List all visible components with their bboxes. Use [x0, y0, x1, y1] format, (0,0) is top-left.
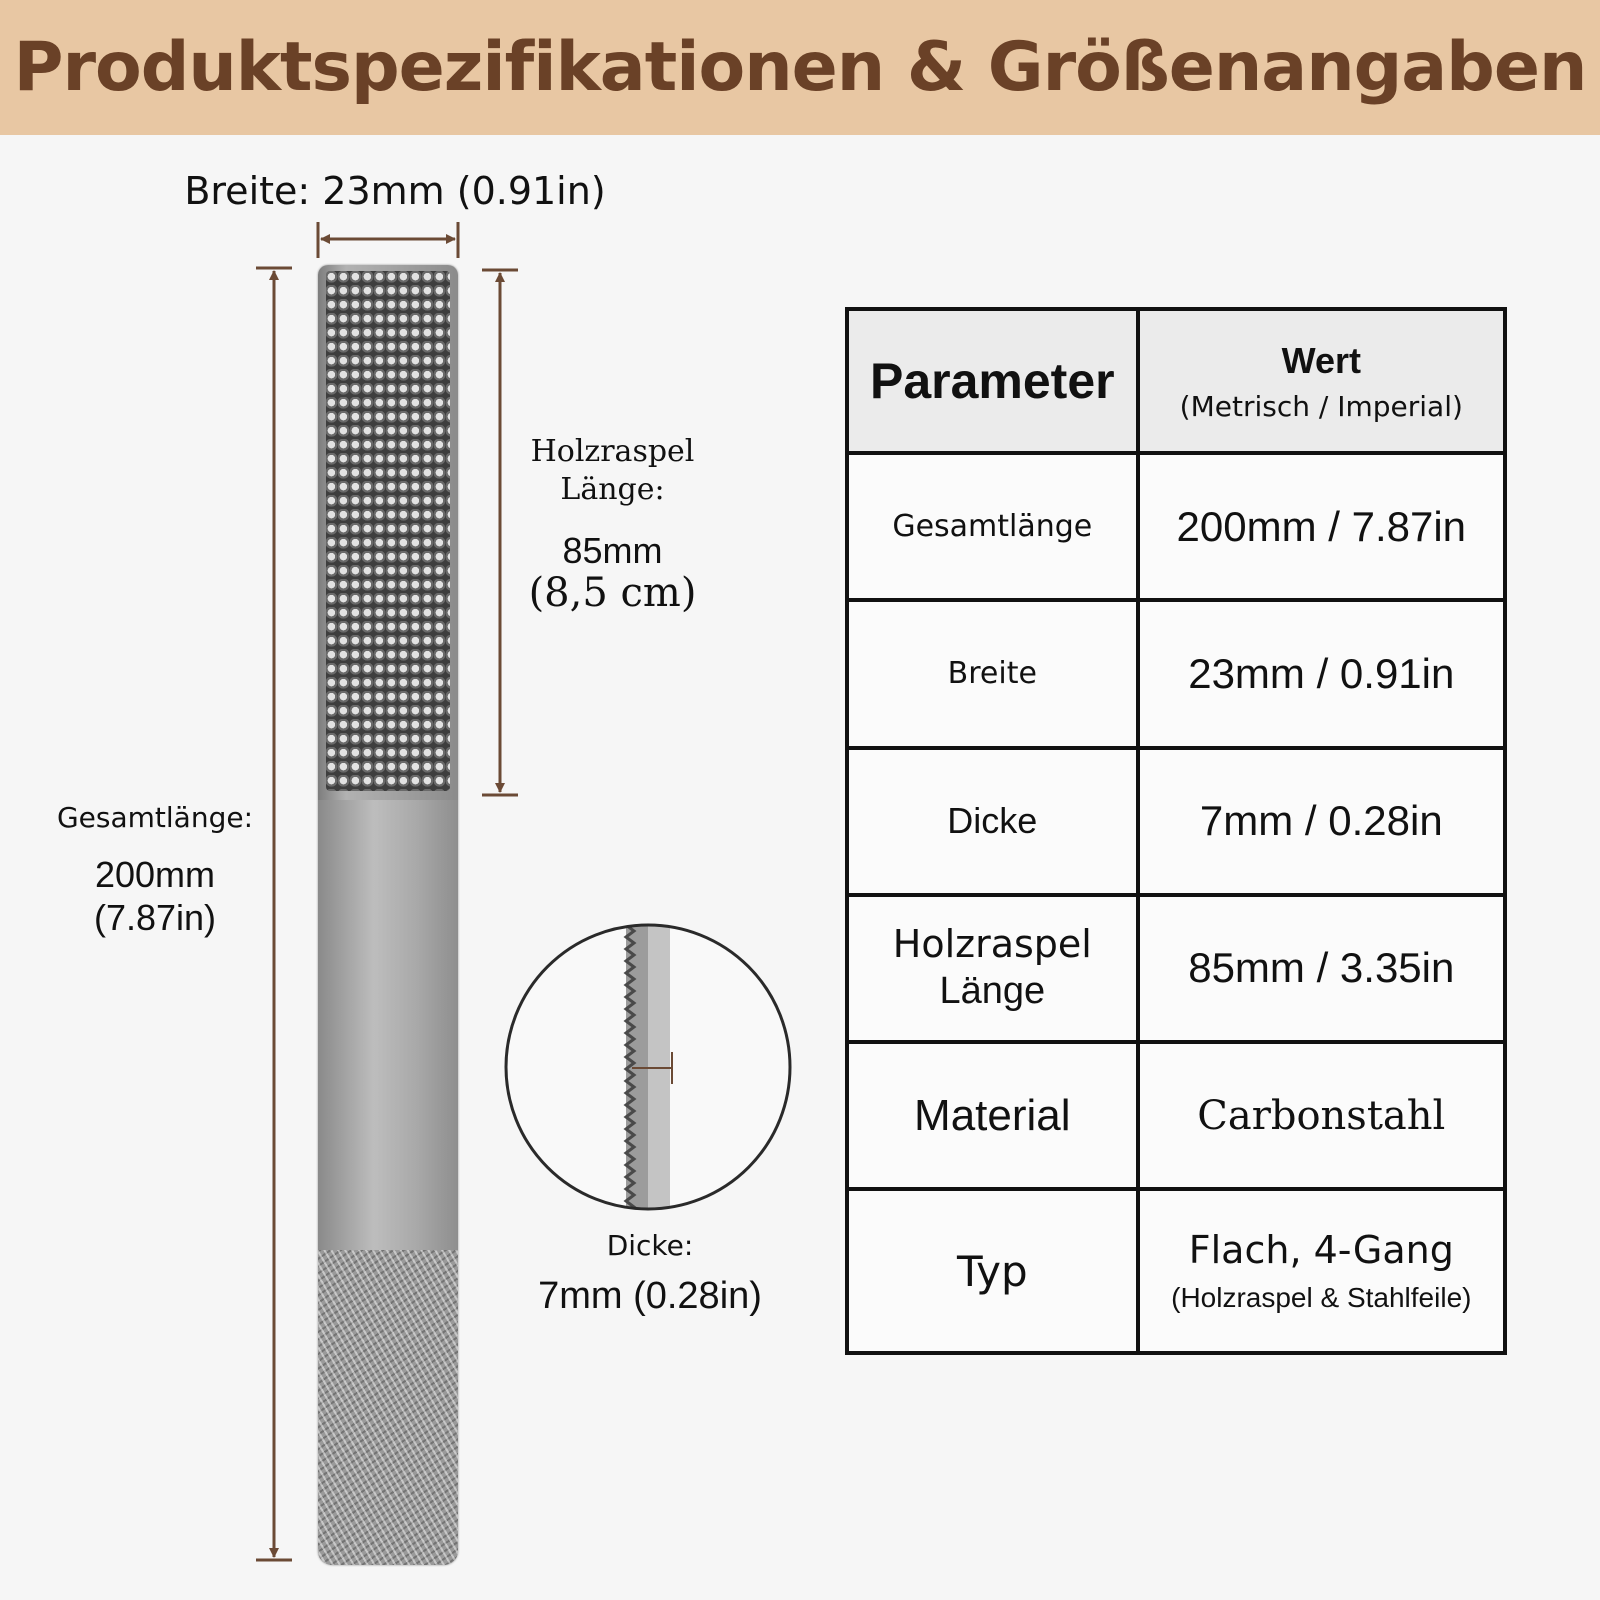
- width-dimension-arrow: [318, 222, 458, 258]
- page-title: Produktspezifikationen & Größenangaben: [13, 28, 1587, 107]
- header-parameter-text: Parameter: [869, 353, 1115, 409]
- thickness-detail-circle: [506, 920, 790, 1220]
- table-row: [847, 1042, 1505, 1189]
- value-cell: 200mm / 7.87in: [1138, 453, 1505, 600]
- value-cell: 23mm / 0.91in: [1138, 600, 1505, 747]
- rasp-length-value-cm: (8,5 cm): [528, 570, 697, 616]
- rasp-label-line2: Länge:: [560, 471, 665, 507]
- rasp-length-arrow: [482, 270, 518, 795]
- param-line2: Länge: [939, 970, 1046, 1013]
- rasp-length-value: 85mm: [562, 530, 663, 571]
- value-cell: Carbonstahl: [1138, 1042, 1505, 1189]
- table-row: [847, 895, 1505, 1042]
- thickness-label: Dicke:: [606, 1229, 694, 1262]
- param-cell: Typ: [847, 1189, 1138, 1353]
- param-cell: Breite: [847, 600, 1138, 747]
- header-value-subtext: (Metrisch / Imperial): [1179, 389, 1463, 423]
- value-cell: 7mm / 0.28in: [1138, 748, 1505, 895]
- param-cell: Dicke: [847, 748, 1138, 895]
- value-cell: [1138, 1189, 1505, 1353]
- total-length-value: 200mm: [94, 854, 216, 895]
- param-cell: Gesamtlänge: [847, 453, 1138, 600]
- table-row: [847, 748, 1505, 895]
- rasp-file-tool: [318, 265, 458, 1565]
- table-row: [847, 1189, 1505, 1353]
- rasp-length-label: [520, 433, 705, 508]
- table-row: [847, 600, 1505, 747]
- value-main: Flach, 4-Gang: [1188, 1228, 1454, 1273]
- total-length-label: Gesamtlänge:: [56, 801, 254, 834]
- file-cut-section: [318, 1250, 458, 1565]
- table-row: [847, 453, 1505, 600]
- spec-table: [845, 307, 1507, 1355]
- thickness-value: 7mm (0.28in): [538, 1275, 762, 1317]
- rasp-label-line1: Holzraspel: [530, 434, 695, 469]
- total-length-arrow: [256, 268, 292, 1560]
- param-cell: Material: [847, 1042, 1138, 1189]
- smooth-section: [318, 800, 458, 1250]
- total-length-value-in: (7.87in): [93, 897, 217, 938]
- value-cell: 85mm / 3.35in: [1138, 895, 1505, 1042]
- header-parameter: [847, 309, 1138, 453]
- header-value: [1138, 309, 1505, 453]
- table-header-row: [847, 309, 1505, 453]
- rasp-section: [326, 271, 450, 791]
- param-cell: [847, 895, 1138, 1042]
- width-label: Breite: 23mm (0.91in): [184, 169, 606, 213]
- param-line1: Holzraspel: [892, 921, 1092, 966]
- value-sub: (Holzraspel & Stahlfeile): [1171, 1282, 1472, 1314]
- header-value-text: Wert: [1281, 339, 1361, 381]
